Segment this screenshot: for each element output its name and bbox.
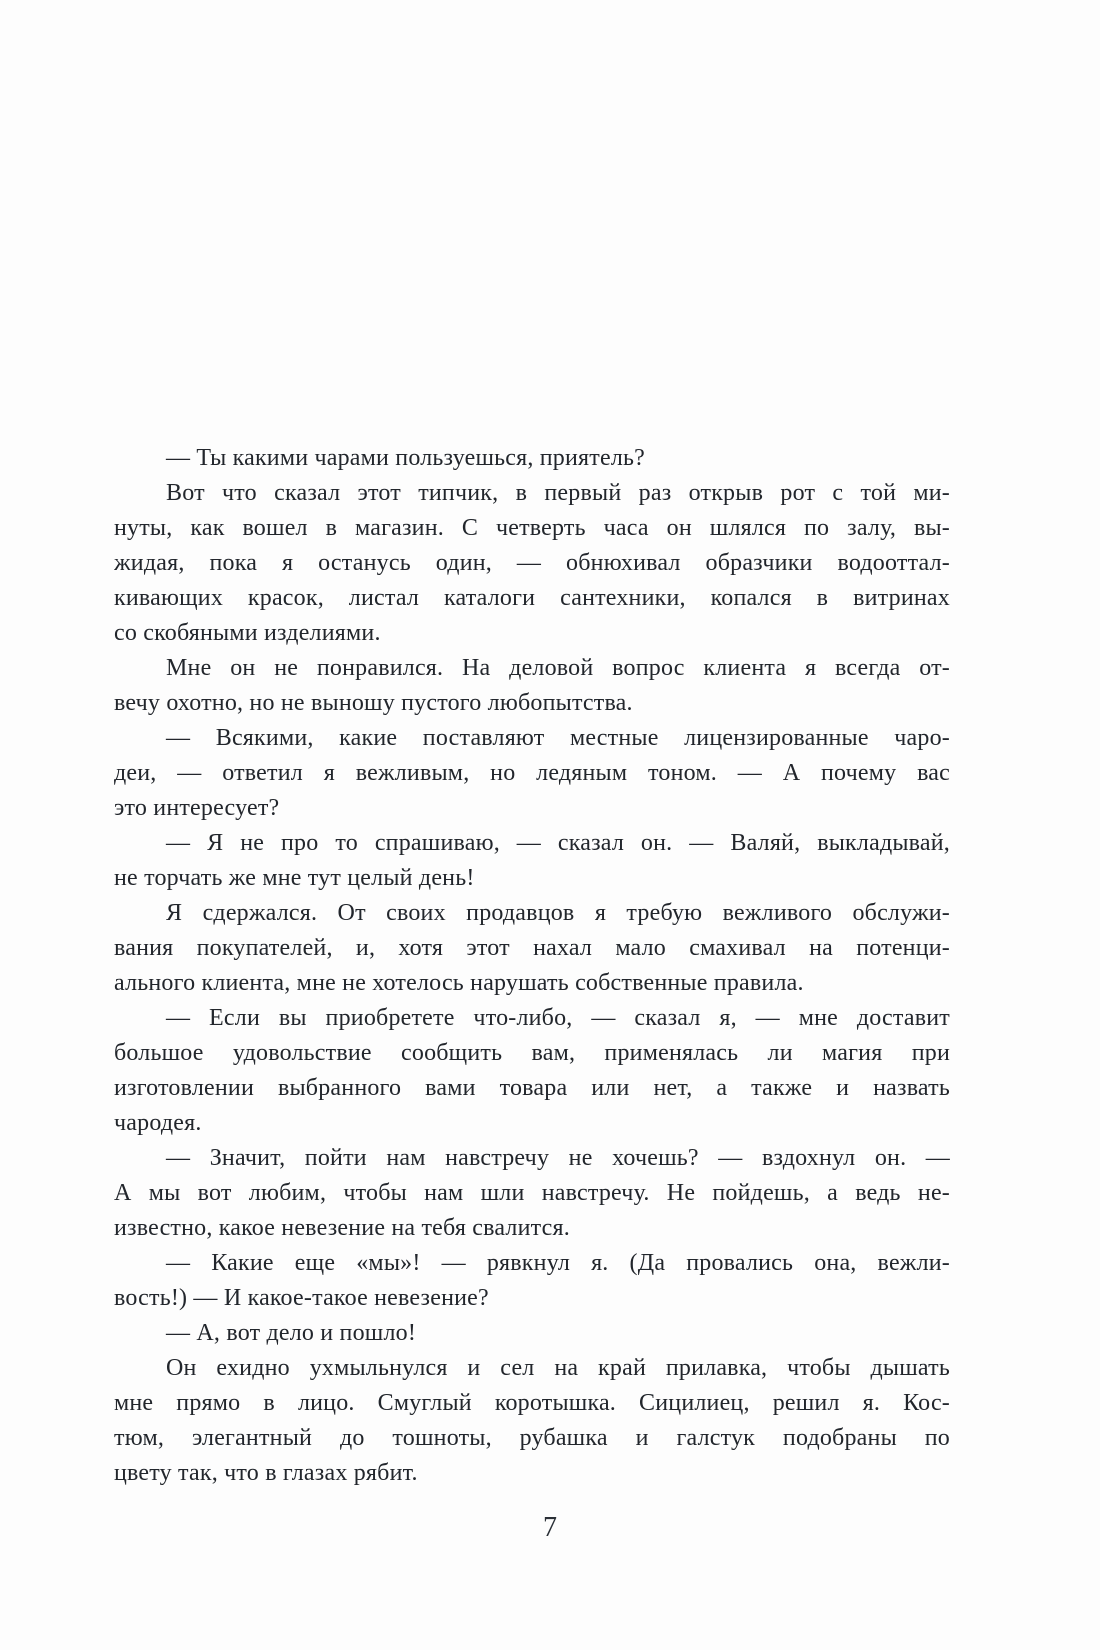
text-line: деи, — ответил я вежливым, но ледяным тоном. — А почему вас: [114, 760, 950, 786]
text-line: большое удовольствие сообщить вам, применялась ли магия при: [114, 1040, 950, 1066]
text-line: Он ехидно ухмыльнулся и сел на край прилавка, чтобы дышать: [166, 1355, 950, 1381]
page-number: 7: [543, 1512, 557, 1543]
text-line: вечу охотно, но не выношу пустого любопытства.: [114, 690, 633, 716]
paragraph: [114, 651, 950, 721]
text-line: Я сдержался. От своих продавцов я требую вежливого обслужи-: [166, 900, 950, 926]
text-line: вость!) — И какое-такое невезение?: [114, 1285, 489, 1311]
text-line: цвету так, что в глазах рябит.: [114, 1460, 418, 1486]
paragraph: [114, 476, 950, 651]
paragraph: [114, 1001, 950, 1141]
paragraph: [114, 1351, 950, 1491]
text-line: жидая, пока я останусь один, — обнюхивал образчики водооттал-: [114, 550, 950, 576]
text-line: — Какие еще «мы»! — рявкнул я. (Да провались она, вежли-: [166, 1250, 950, 1276]
text-line: ального клиента, мне не хотелось нарушать собственные правила.: [114, 970, 804, 996]
text-line: Вот что сказал этот типчик, в первый раз открыв рот с той ми-: [166, 480, 950, 506]
paragraph: [114, 1316, 950, 1351]
paragraph: [114, 826, 950, 896]
text-line: Мне он не понравился. На деловой вопрос клиента я всегда от-: [166, 655, 950, 681]
text-line: А мы вот любим, чтобы нам шли навстречу. Не пойдешь, а ведь не-: [114, 1180, 950, 1206]
text-line: кивающих красок, листал каталоги сантехники, копался в витринах: [114, 585, 950, 611]
text-line: не торчать же мне тут целый день!: [114, 865, 475, 891]
paragraph: [114, 441, 950, 476]
text-line: это интересует?: [114, 795, 280, 821]
text-line: известно, какое невезение на тебя свалится.: [114, 1215, 570, 1241]
paragraph: [114, 1141, 950, 1246]
text-line: вания покупателей, и, хотя этот нахал мало смахивал на потенци-: [114, 935, 950, 961]
text-line: мне прямо в лицо. Смуглый коротышка. Сицилиец, решил я. Кос-: [114, 1390, 950, 1416]
text-line: тюм, элегантный до тошноты, рубашка и галстук подобраны по: [114, 1425, 950, 1451]
text-line: нуты, как вошел в магазин. С четверть часа он шлялся по залу, вы-: [114, 515, 950, 541]
text-line: чародея.: [114, 1110, 202, 1136]
text-line: изготовлении выбранного вами товара или нет, а также и назвать: [114, 1075, 950, 1101]
text-line: — Я не про то спрашиваю, — сказал он. — Валяй, выкладывай,: [166, 830, 950, 856]
text-line: — Ты какими чарами пользуешься, приятель?: [166, 445, 646, 471]
text-line: — Всякими, какие поставляют местные лицензированные чаро-: [166, 725, 950, 751]
paragraph: [114, 1246, 950, 1316]
text-line: — Если вы приобретете что-либо, — сказал я, — мне доставит: [166, 1005, 950, 1031]
text-line: — А, вот дело и пошло!: [166, 1320, 417, 1346]
text-line: со скобяными изделиями.: [114, 620, 381, 646]
paragraph: [114, 721, 950, 826]
paragraph: [114, 896, 950, 1001]
page-text: [114, 441, 950, 1491]
text-line: — Значит, пойти нам навстречу не хочешь? — вздохнул он. —: [166, 1145, 950, 1171]
